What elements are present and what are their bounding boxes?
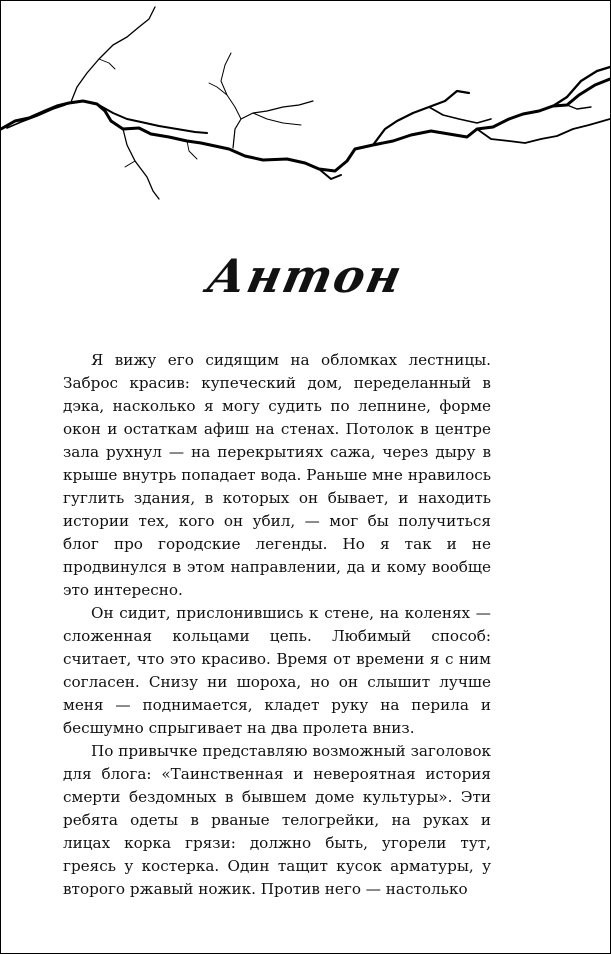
paragraph: Я вижу его сидящим на обломках лестницы. Заброс красив: купеческий дом, переделанный в дэка, насколько я могу судить по лепнине, форме окон и остаткам афиш на стенах. Потолок в центре зала рухнул — на перекрытиях сажа, через дыру в крыше внутрь попадает вода. Раньше мне нравилось гуглить здания, в которых он бывает, и находить истории тех, кого он убил, — мог бы получиться блог про городские легенды. Но я так и не продвинулся в этом направлении, да и кому вообще это интересно.	[63, 351, 491, 599]
chapter-title: Антон	[202, 249, 409, 303]
crack-decoration	[1, 1, 610, 211]
paragraph: Он сидит, прислонившись к стене, на коленях — сложенная кольцами цепь. Любимый способ: считает, что это красиво. Время от времени я с ним согласен. Снизу ни шороха, но он слышит лучше меня — поднимается, кладет руку на перила и бесшумно спрыгивает на два пролета вниз.	[63, 604, 491, 737]
chapter-body	[63, 349, 491, 901]
paragraph: По привычке представляю возможный заголовок для блога: «Таинственная и невероятная история смерти бездомных в бывшем доме культуры». Эти ребята одеты в рваные телогрейки, на руках и лицах корка грязи: должно быть, угорели тут, греясь у костерка. Один тащит кусок арматуры, у второго ржавый ножик. Против него — настолько	[63, 742, 491, 898]
